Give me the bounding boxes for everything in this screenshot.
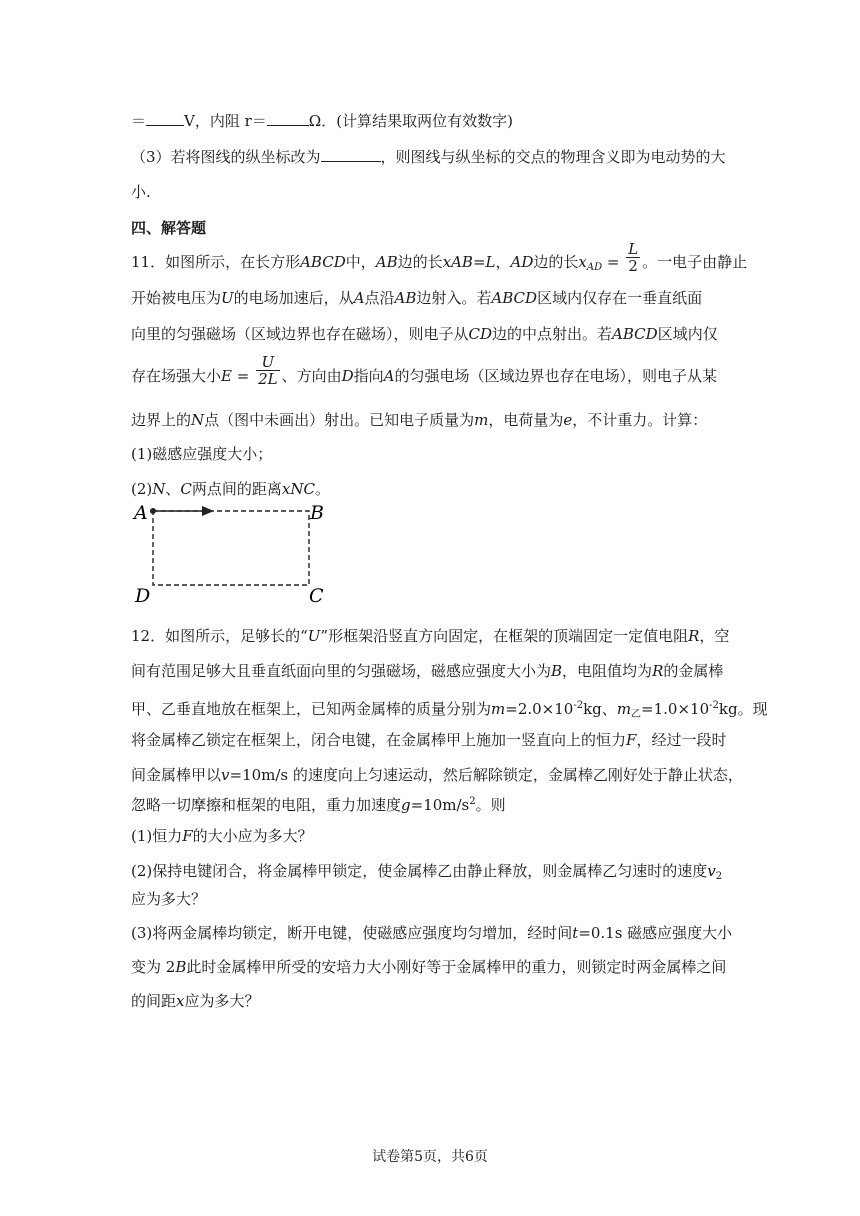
text: xNC <box>281 480 315 498</box>
label-b: B <box>310 502 324 524</box>
text: (1)恒力 <box>131 827 183 845</box>
electron-dot <box>150 508 156 514</box>
text: =10m/s <box>410 796 470 814</box>
text: 。则 <box>475 796 506 814</box>
text: 的金属棒 <box>663 662 724 680</box>
superscript: 2 <box>469 796 476 807</box>
text: 的间距 <box>131 992 177 1010</box>
text: ，经过一段时 <box>636 731 727 749</box>
text: ，不计重力。计算： <box>572 411 708 429</box>
text: (3)将两金属棒均锁定，断开电键，使磁感应强度均匀增加，经时间 <box>131 924 573 942</box>
text: 。 <box>314 480 330 498</box>
text: x <box>578 253 587 271</box>
text: ，空 <box>699 627 730 645</box>
text: 边的中点射出。若 <box>492 325 613 343</box>
q12-line-3 <box>131 696 768 725</box>
text: 、 <box>601 700 617 718</box>
q12-part-3-line-2 <box>131 957 726 977</box>
q11-part-2 <box>131 479 330 499</box>
text: B <box>175 958 187 976</box>
q11-line-4 <box>131 352 718 388</box>
dashed-rectangle <box>153 511 309 585</box>
text: N <box>152 480 166 498</box>
text: =10m/s 的速度向上匀速运动，然后解除锁定，金属棒乙刚好处于静止状态， <box>229 766 743 784</box>
blank-ordinate <box>321 146 381 162</box>
text: 边射入。若 <box>416 289 492 307</box>
text: 间有范围足够大且垂直纸面向里的匀强磁场，磁感应强度大小为 <box>131 662 552 680</box>
text: e <box>563 411 573 429</box>
denominator: 2 <box>628 256 638 275</box>
section-title: 四、解答题 <box>131 219 207 237</box>
q12-line-4 <box>131 730 726 750</box>
text: 、 <box>165 480 181 498</box>
text: = <box>231 367 255 385</box>
q12-part-3-line-3 <box>131 991 260 1011</box>
blank-emf <box>146 110 184 126</box>
text: t <box>572 924 579 942</box>
text: 间金属棒甲以 <box>131 766 222 784</box>
q12-part-3 <box>131 923 732 943</box>
text: V，内阻 r＝ <box>184 112 267 130</box>
answer-line-emf <box>131 110 513 131</box>
numerator: U <box>256 354 280 371</box>
text: 应为多大？ <box>184 992 260 1010</box>
text: 12．如图所示，足够长的“ <box>131 627 308 645</box>
superscript: -2 <box>709 700 719 711</box>
page-footer: 试卷第5页，共6页 <box>372 1149 488 1165</box>
question-3-line <box>131 146 726 167</box>
text: kg <box>583 700 602 718</box>
text: 开始被电压为 <box>131 289 222 307</box>
text: AB <box>375 253 398 271</box>
text: kg。现 <box>718 700 768 718</box>
text: CD <box>468 325 493 343</box>
text: 11．如图所示，在长方形 <box>131 253 301 271</box>
text: E <box>221 367 232 385</box>
fraction-u-over-2l <box>256 354 280 387</box>
text: v <box>707 862 716 880</box>
question-3-line-2 <box>131 182 151 202</box>
label-a: A <box>134 502 148 524</box>
blank-resistance <box>267 110 309 126</box>
text: 甲、乙垂直地放在框架上，已知两金属棒的质量分别为 <box>131 700 492 718</box>
text: 将金属棒乙锁定在框架上，闭合电键，在金属棒甲上施加一竖直向上的恒力 <box>131 731 627 749</box>
text: D <box>341 367 354 385</box>
text: ABCD <box>491 289 538 307</box>
text: (2) <box>131 480 153 498</box>
label-c: C <box>309 585 324 607</box>
q11-line-2 <box>131 288 702 308</box>
q12-line-6 <box>131 792 506 815</box>
text: 的大小应为多大？ <box>192 827 313 845</box>
text: ABCD <box>300 253 346 271</box>
text: U <box>221 289 234 307</box>
q12-line-1 <box>131 626 729 646</box>
text: 边的长 <box>533 253 579 271</box>
text: m <box>491 700 506 718</box>
text: =2.0×10 <box>505 700 574 718</box>
numerator: L <box>628 239 639 258</box>
rectangle-abcd-figure <box>120 497 340 609</box>
text: 的匀强电场（区域边界也存在电场），则电子从某 <box>394 367 718 385</box>
denominator: 2L <box>258 369 278 388</box>
q12-part-1 <box>131 826 313 846</box>
text: AD <box>510 253 534 271</box>
text: 小. <box>131 183 151 201</box>
q12-part-2-cont: 应为多大？ <box>131 890 207 908</box>
text: m <box>474 411 489 429</box>
text: 点沿 <box>364 289 395 307</box>
text: 中， <box>345 253 376 271</box>
text: m <box>616 700 632 718</box>
text: (2)保持电键闭合，将金属棒甲锁定，使金属棒乙由静止释放，则金属棒乙匀速时的速度 <box>131 862 708 880</box>
text: A <box>383 367 395 385</box>
text: 。一电子由静止 <box>642 253 748 271</box>
text: Ω．(计算结果取两位有效数字) <box>308 112 513 130</box>
text: F <box>182 827 193 845</box>
q11-line-3 <box>131 324 718 344</box>
subscript: AD <box>586 262 603 273</box>
text: 点（图中未画出）射出。已知电子质量为 <box>204 411 475 429</box>
text: 忽略一切摩擦和框架的电阻，重力加速度 <box>131 796 402 814</box>
text: 存在场强大小 <box>131 367 222 385</box>
text: ABCD <box>612 325 658 343</box>
text: C <box>180 480 192 498</box>
text: 边界上的 <box>131 411 192 429</box>
q12-line-2 <box>131 661 723 681</box>
text: ， <box>495 253 511 271</box>
text: ，则图线与纵坐标的交点的物理含义即为电动势的大 <box>380 148 726 166</box>
text: 的电场加速后，从 <box>233 289 354 307</box>
text: B <box>551 662 563 680</box>
text: 此时金属棒甲所受的安培力大小刚好等于金属棒甲的重力，则锁定时两金属棒之间 <box>186 958 727 976</box>
q12-part-2 <box>131 861 722 887</box>
text: 两点间的距离 <box>191 480 282 498</box>
text: ，电荷量为 <box>488 411 564 429</box>
text: 边的长 <box>397 253 443 271</box>
text: = <box>602 253 625 271</box>
text: F <box>626 731 637 749</box>
text: A <box>353 289 365 307</box>
arrow-head-icon <box>202 506 214 516</box>
text: v <box>221 766 230 784</box>
text: 指向 <box>353 367 384 385</box>
text: 变为 2 <box>131 958 176 976</box>
q11-line-5 <box>131 410 707 430</box>
text: =0.1s 磁感应强度大小 <box>578 924 733 942</box>
text: 向里的匀强磁场（区域边界也存在磁场），则电子从 <box>131 325 469 343</box>
text: 区域内仅 <box>657 325 718 343</box>
q11-part-1: (1)磁感应强度大小； <box>131 445 273 463</box>
text: g <box>401 796 411 814</box>
text: R <box>688 627 700 645</box>
text: ，电阻值均为 <box>562 662 653 680</box>
text: ＝ <box>131 112 147 130</box>
fraction-l-over-2 <box>626 241 640 274</box>
text: N <box>191 411 205 429</box>
text: 区域内仅存在一垂直纸面 <box>537 289 703 307</box>
subscript: 2 <box>715 871 723 882</box>
subscript: 乙 <box>631 709 642 720</box>
q12-line-5 <box>131 765 743 785</box>
text: =1.0×10 <box>641 700 710 718</box>
text: R <box>652 662 664 680</box>
text: x <box>176 992 185 1010</box>
text: ”形框架沿竖直方向固定，在框架的顶端固定一定值电阻 <box>320 627 689 645</box>
label-d: D <box>135 585 151 607</box>
text: U <box>307 627 321 645</box>
text: xAB=L <box>442 253 496 271</box>
text: 、方向由 <box>281 367 342 385</box>
superscript: -2 <box>573 700 584 711</box>
text: （3）若将图线的纵坐标改为 <box>131 148 321 166</box>
text: AB <box>394 289 417 307</box>
q11-line-1 <box>131 239 748 278</box>
